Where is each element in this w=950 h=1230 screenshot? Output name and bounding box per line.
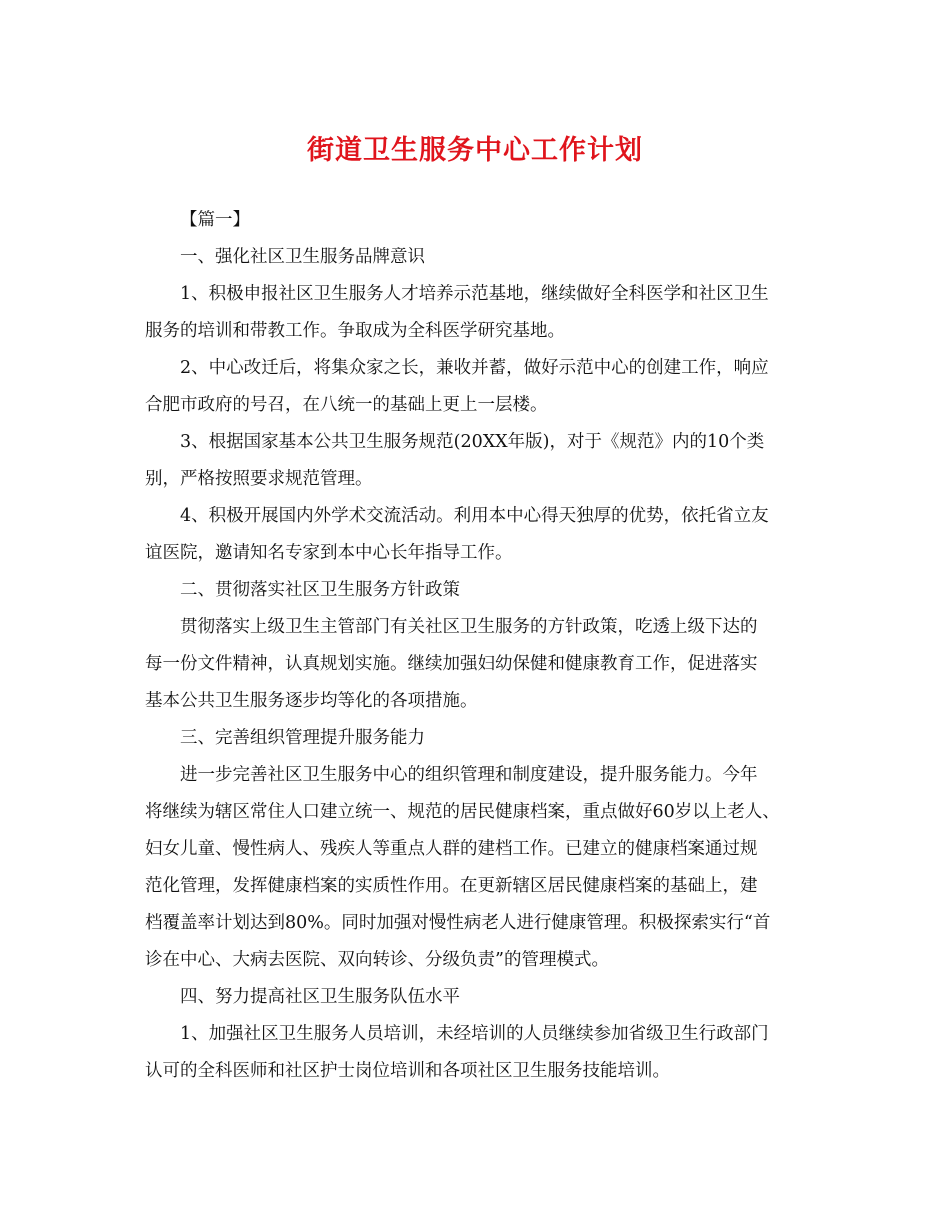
text-line: 1、加强社区卫生服务人员培训，未经培训的人员继续参加省级卫生行政部门 — [180, 1024, 769, 1044]
text-line: 档覆盖率计划达到80%。同时加强对慢性病老人进行健康管理。积极探索实行“首 — [145, 913, 771, 933]
text-line: 基本公共卫生服务逐步均等化的各项措施。 — [145, 691, 478, 711]
text-line: 合肥市政府的号召，在八统一的基础上更上一层楼。 — [145, 395, 548, 415]
text-line: 妇女儿童、慢性病人、残疾人等重点人群的建档工作。已建立的健康档案通过规 — [145, 839, 758, 859]
text-line: 认可的全科医师和社区护士岗位培训和各项社区卫生服务技能培训。 — [145, 1061, 670, 1081]
text-line: 【篇一】 — [180, 210, 250, 230]
text-line: 服务的培训和带教工作。争取成为全科医学研究基地。 — [145, 321, 565, 341]
section-heading: 三、完善组织管理提升服务能力 — [180, 728, 425, 748]
text-line: 诊在中心、大病去医院、双向转诊、分级负责”的管理模式。 — [145, 950, 609, 970]
text-line: 3、根据国家基本公共卫生服务规范(20XX年版)，对于《规范》内的10个类 — [180, 432, 765, 452]
text-line: 贯彻落实上级卫生主管部门有关社区卫生服务的方针政策，吃透上级下达的 — [180, 617, 758, 637]
document-title: 街道卫生服务中心工作计划 — [307, 135, 643, 166]
section-heading: 四、努力提高社区卫生服务队伍水平 — [180, 987, 460, 1007]
text-line: 进一步完善社区卫生服务中心的组织管理和制度建设，提升服务能力。今年 — [180, 765, 758, 785]
text-line: 1、积极申报社区卫生服务人才培养示范基地，继续做好全科医学和社区卫生 — [180, 284, 769, 304]
text-line: 将继续为辖区常住人口建立统一、规范的居民健康档案，重点做好60岁以上老人、 — [145, 802, 780, 822]
text-line: 别，严格按照要求规范管理。 — [145, 469, 373, 489]
text-line: 每一份文件精神，认真规划实施。继续加强妇幼保健和健康教育工作，促进落实 — [145, 654, 758, 674]
document-body — [145, 202, 817, 1090]
section-heading: 一、强化社区卫生服务品牌意识 — [180, 247, 425, 267]
section-heading: 二、贯彻落实社区卫生服务方针政策 — [180, 580, 460, 600]
text-line: 范化管理，发挥健康档案的实质性作用。在更新辖区居民健康档案的基础上，建 — [145, 876, 758, 896]
text-line: 谊医院，邀请知名专家到本中心长年指导工作。 — [145, 543, 513, 563]
text-line: 4、积极开展国内外学术交流活动。利用本中心得天独厚的优势，依托省立友 — [180, 506, 769, 526]
text-line: 2、中心改迁后，将集众家之长，兼收并蓄，做好示范中心的创建工作，响应 — [180, 358, 769, 378]
